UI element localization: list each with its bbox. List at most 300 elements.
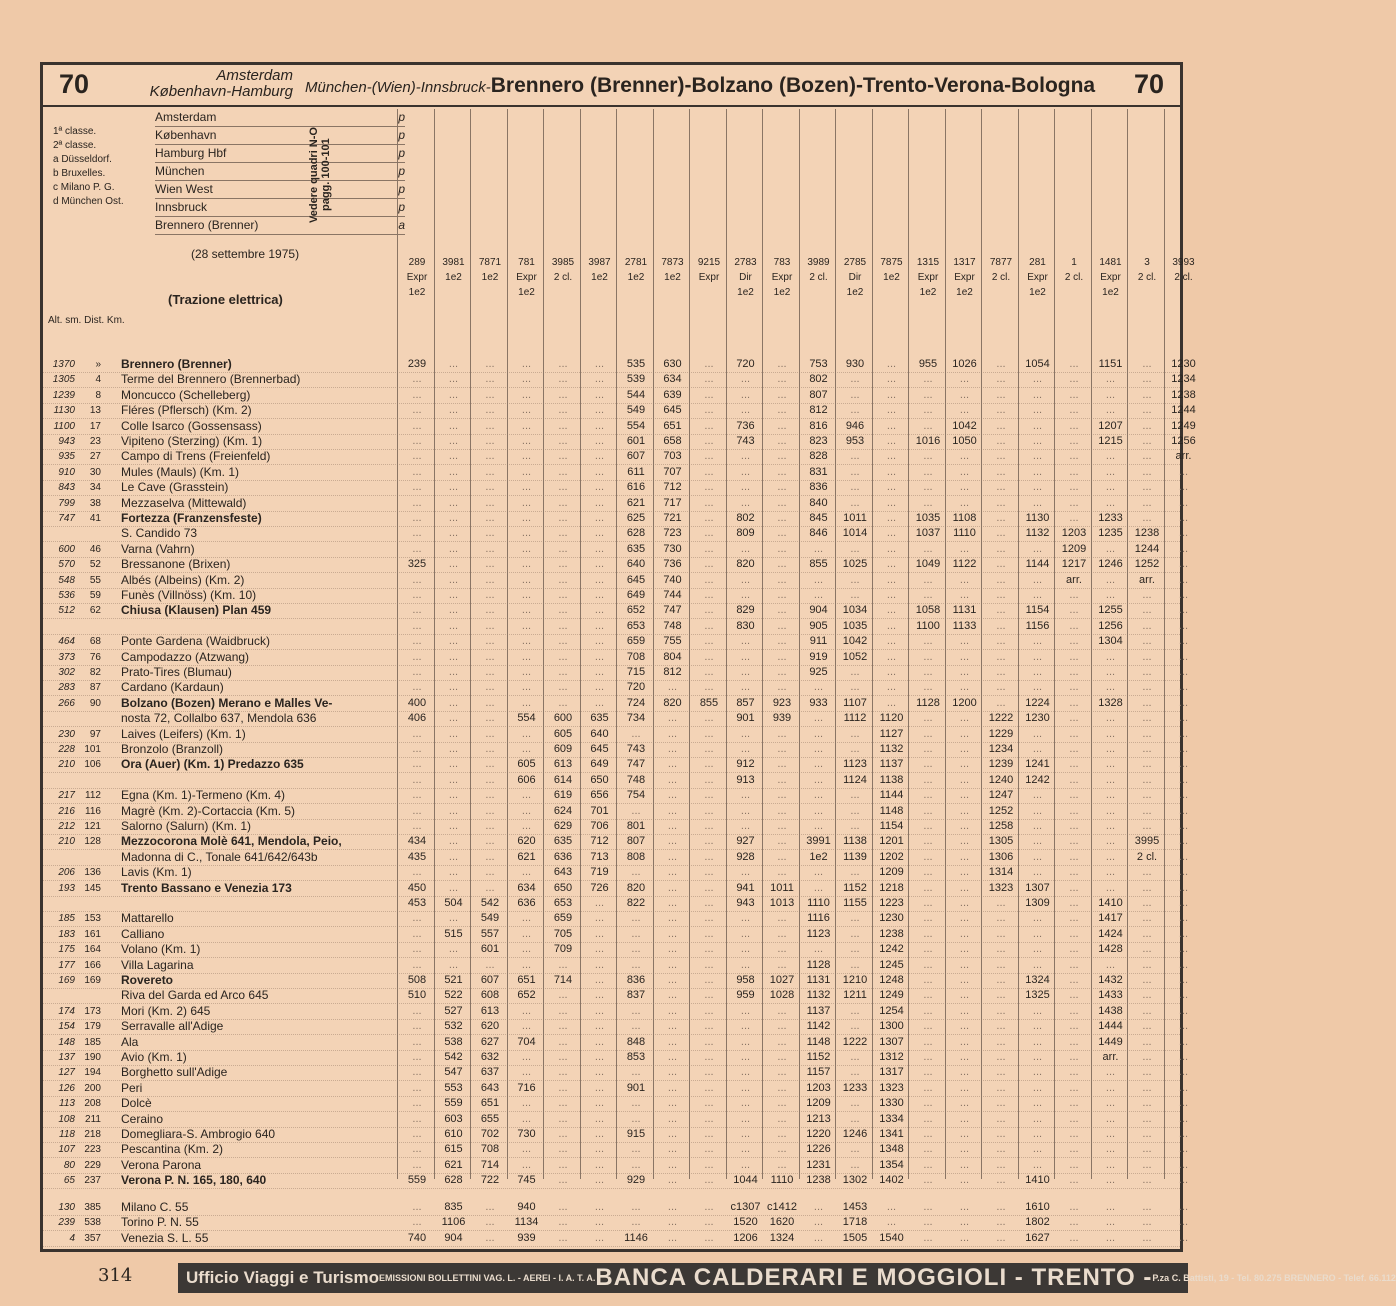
time-cell: ... <box>740 743 751 755</box>
time-cell: ... <box>1142 789 1152 802</box>
time-cell: ... <box>485 635 495 648</box>
time-cell: ... <box>996 388 1006 401</box>
table-number: 70 <box>59 69 90 99</box>
column-divider <box>507 109 508 1179</box>
time-cell: ... <box>959 1201 970 1213</box>
time-cell: ... <box>923 943 933 956</box>
station-row <box>43 1096 1189 1112</box>
time-cell: 702 <box>480 1128 500 1140</box>
time-cell: ... <box>1069 635 1079 648</box>
time-cell: ... <box>1178 1143 1189 1156</box>
column-divider <box>543 109 544 1179</box>
time-cell: ... <box>1142 1097 1152 1110</box>
time-cell: ... <box>521 1158 532 1171</box>
time-cell: ... <box>777 604 787 617</box>
time-cell: 706 <box>590 820 609 832</box>
time-cell: 653 <box>626 619 646 632</box>
station-km: 34 <box>89 482 101 494</box>
time-cell: ... <box>594 496 605 509</box>
station-row <box>43 711 1189 727</box>
time-cell: ... <box>412 527 422 540</box>
time-cell: ... <box>813 573 824 586</box>
time-cell: ... <box>850 1158 860 1171</box>
station-altitude: 127 <box>58 1067 75 1079</box>
time-cell: ... <box>1142 435 1152 447</box>
time-cell: ... <box>521 450 532 463</box>
time-cell: 1213 <box>806 1112 831 1125</box>
station-name: Salorno (Salurn) (Km. 1) <box>121 819 252 833</box>
time-cell: ... <box>667 1035 678 1048</box>
time-cell: ... <box>1178 465 1189 478</box>
time-cell: ... <box>667 804 678 817</box>
time-cell: ... <box>667 866 678 879</box>
time-cell: 1300 <box>879 1020 904 1033</box>
time-cell: ... <box>996 696 1006 709</box>
station-altitude: 216 <box>58 805 75 817</box>
time-cell: ... <box>777 512 787 524</box>
train-column-header <box>1019 255 1057 300</box>
time-cell: 1244 <box>1171 404 1196 417</box>
time-cell: ... <box>704 927 714 940</box>
time-cell: ... <box>704 1020 714 1033</box>
station-altitude: 212 <box>58 821 75 832</box>
time-cell: 1132 <box>879 743 904 755</box>
time-cell: ... <box>704 974 714 986</box>
advert-main: BANCA CALDERARI E MOGGIOLI - TRENTO - <box>595 1264 1153 1291</box>
time-cell: ... <box>850 866 860 879</box>
train-type: Dir <box>848 272 862 283</box>
time-cell: ... <box>485 373 495 386</box>
station-name: Bressanone (Brixen) <box>121 557 231 572</box>
time-cell: ... <box>1142 496 1152 509</box>
station-name: Milano C. 55 <box>121 1200 189 1214</box>
time-cell: ... <box>667 974 678 986</box>
station-row <box>43 1065 1189 1081</box>
station-altitude: 177 <box>58 959 75 971</box>
time-cell: ... <box>448 912 459 925</box>
time-cell: ... <box>886 435 897 447</box>
time-cell: 959 <box>736 989 755 1002</box>
time-cell: 911 <box>809 635 828 648</box>
time-cell: ... <box>886 465 897 478</box>
time-cell: ... <box>1178 1066 1189 1079</box>
time-cell: ... <box>996 465 1006 478</box>
time-cell: ... <box>1105 650 1116 663</box>
train-column-header <box>544 255 582 285</box>
time-cell: ... <box>1032 573 1043 586</box>
time-cell: ... <box>886 450 897 463</box>
train-type: Expr <box>917 272 939 283</box>
time-cell: 645 <box>663 404 682 417</box>
time-cell: ... <box>704 666 714 678</box>
time-cell: 1152 <box>806 1051 831 1063</box>
time-cell: ... <box>1142 604 1152 617</box>
time-cell: ... <box>1142 989 1152 1002</box>
time-cell: ... <box>850 1004 860 1017</box>
time-cell: ... <box>959 1231 970 1244</box>
time-cell: ... <box>813 712 824 725</box>
time-cell: ... <box>777 1051 787 1063</box>
station-km: 121 <box>84 821 101 832</box>
station-row <box>43 803 1189 820</box>
time-cell: arr. <box>1139 573 1155 586</box>
time-cell: ... <box>448 773 459 786</box>
station-km: 30 <box>89 466 101 478</box>
time-cell: ... <box>412 496 422 509</box>
time-cell: ... <box>1069 758 1079 771</box>
time-cell: ... <box>448 958 459 971</box>
train-class: 2 cl. <box>991 272 1011 283</box>
time-cell: ... <box>923 542 933 555</box>
station-altitude: 217 <box>58 790 75 802</box>
time-cell: ... <box>1178 650 1189 663</box>
time-cell: ... <box>448 804 459 817</box>
time-cell: 828 <box>809 450 828 463</box>
time-cell: 1110 <box>953 527 976 540</box>
time-cell: ... <box>485 558 495 571</box>
time-cell: ... <box>1032 1020 1043 1033</box>
time-cell: ... <box>558 989 568 1002</box>
time-cell: ... <box>923 727 933 740</box>
timetable-sheet <box>40 62 1196 1252</box>
station-km: 8 <box>95 389 101 401</box>
time-cell: ... <box>485 712 495 725</box>
time-cell: ... <box>631 1066 641 1079</box>
time-cell: 635 <box>553 835 573 848</box>
time-cell: 1116 <box>807 912 830 925</box>
station-row <box>43 572 1189 589</box>
time-cell: ... <box>1069 1143 1079 1156</box>
origin-flag: p <box>398 110 405 124</box>
time-cell: 1410 <box>1025 1174 1050 1187</box>
time-cell: ... <box>558 958 568 971</box>
time-cell: 1130 <box>1025 512 1050 524</box>
station-row <box>43 896 1189 912</box>
station-km: 59 <box>89 590 101 601</box>
time-cell: ... <box>959 1112 970 1125</box>
time-cell: ... <box>850 1143 860 1156</box>
train-type: Expr <box>698 272 720 283</box>
time-cell: ... <box>740 1004 751 1017</box>
time-cell: ... <box>850 465 860 478</box>
time-cell: ... <box>412 666 422 678</box>
time-cell: ... <box>1178 1128 1189 1140</box>
time-cell: ... <box>740 1158 751 1171</box>
time-cell: 1200 <box>952 696 977 709</box>
time-cell: ... <box>1069 465 1079 478</box>
time-cell: ... <box>923 465 933 478</box>
train-number: 1481 <box>1099 257 1122 268</box>
time-cell: ... <box>485 835 495 848</box>
time-cell: 708 <box>626 650 646 663</box>
time-cell: 1453 <box>842 1201 868 1213</box>
time-cell: ... <box>558 496 568 509</box>
time-cell: ... <box>740 1112 751 1125</box>
column-divider <box>580 109 581 1179</box>
time-cell: 723 <box>663 527 682 540</box>
station-km: 27 <box>89 451 101 463</box>
time-cell: ... <box>521 496 532 509</box>
station-name: Laives (Leifers) (Km. 1) <box>121 726 246 741</box>
time-cell: ... <box>1105 465 1116 478</box>
time-cell: 629 <box>553 820 573 832</box>
time-cell: 1230 <box>879 912 904 925</box>
time-cell: 1049 <box>915 558 941 571</box>
time-cell: 1226 <box>806 1143 831 1156</box>
time-cell: 1417 <box>1098 912 1123 925</box>
time-cell: ... <box>448 358 459 370</box>
time-cell: ... <box>485 666 495 678</box>
time-cell: ... <box>412 1066 422 1079</box>
time-cell: 649 <box>590 758 609 771</box>
time-cell: 1252 <box>1134 558 1160 571</box>
time-cell: ... <box>777 743 787 755</box>
time-cell: ... <box>485 758 495 771</box>
time-cell: ... <box>412 465 422 478</box>
time-cell: 1341 <box>879 1128 904 1140</box>
time-cell: ... <box>959 542 970 555</box>
time-cell: 621 <box>626 496 646 509</box>
time-cell: 1203 <box>806 1081 831 1094</box>
train-number: 3987 <box>588 257 611 268</box>
origin-flag: a <box>398 218 405 232</box>
time-cell: ... <box>412 1081 422 1094</box>
time-cell: 605 <box>553 727 573 740</box>
time-cell: 809 <box>736 527 755 540</box>
time-cell: ... <box>740 573 751 586</box>
time-cell: ... <box>923 1035 933 1048</box>
station-name: Rovereto <box>121 973 174 987</box>
time-cell: ... <box>558 696 568 709</box>
time-cell: ... <box>923 650 933 663</box>
time-cell: ... <box>667 1143 678 1156</box>
time-cell: 1157 <box>806 1066 831 1079</box>
time-cell: ... <box>412 743 422 755</box>
origin-flag: p <box>398 182 405 196</box>
time-cell: ... <box>631 958 641 971</box>
station-altitude: 935 <box>58 451 75 463</box>
time-cell: ... <box>777 481 787 494</box>
time-cell: ... <box>521 1112 532 1125</box>
time-cell: 939 <box>772 712 792 725</box>
time-cell: ... <box>959 743 970 755</box>
time-cell: ... <box>959 635 970 648</box>
station-row <box>43 742 1189 758</box>
time-cell: ... <box>704 681 714 694</box>
time-cell: ... <box>996 1158 1006 1171</box>
time-cell: ... <box>996 619 1006 632</box>
time-cell: ... <box>777 850 787 863</box>
time-cell: ... <box>886 419 897 432</box>
time-cell: ... <box>448 727 459 740</box>
time-cell: ... <box>558 1112 568 1125</box>
time-cell: 830 <box>736 619 755 632</box>
station-altitude: 512 <box>58 605 75 617</box>
time-cell: 1306 <box>988 850 1014 863</box>
time-cell: ... <box>1142 881 1152 894</box>
station-km: 190 <box>84 1052 101 1063</box>
time-cell: ... <box>1142 1051 1152 1063</box>
time-cell: 730 <box>663 542 682 555</box>
time-cell: ... <box>1105 1066 1116 1079</box>
time-cell: ... <box>1142 650 1152 663</box>
train-type: Expr <box>1100 272 1121 283</box>
time-cell: 928 <box>736 850 755 863</box>
time-cell: ... <box>1178 589 1189 601</box>
time-cell: ... <box>412 1112 422 1125</box>
time-cell: 652 <box>517 989 536 1002</box>
time-cell: ... <box>1069 773 1079 786</box>
time-cell: 712 <box>590 835 609 848</box>
time-cell: ... <box>1142 666 1152 678</box>
time-cell: ... <box>1032 912 1043 925</box>
time-cell: ... <box>923 912 933 925</box>
station-km: 385 <box>84 1202 101 1213</box>
time-cell: 611 <box>627 465 645 478</box>
time-cell: ... <box>412 804 422 817</box>
time-cell: ... <box>521 727 532 740</box>
time-cell: 1238 <box>1134 527 1160 540</box>
time-cell: 743 <box>736 435 755 447</box>
time-cell: 1138 <box>879 773 904 786</box>
time-cell: 901 <box>736 712 755 725</box>
time-cell: ... <box>704 358 714 370</box>
time-cell: ... <box>594 1051 605 1063</box>
time-cell: ... <box>1178 912 1189 925</box>
time-cell: ... <box>667 1231 678 1244</box>
time-cell: 724 <box>626 696 646 709</box>
time-cell: ... <box>1069 1035 1079 1048</box>
train-column-header <box>727 255 765 300</box>
station-altitude: 943 <box>58 436 75 447</box>
time-cell: ... <box>1178 897 1189 909</box>
time-cell: ... <box>594 542 605 555</box>
station-altitude: 108 <box>58 1113 75 1125</box>
see-also-note: Vedere quadri N-O pagg. 100-101 <box>308 127 332 223</box>
station-name: Volano (Km. 1) <box>121 942 201 957</box>
time-cell: 1307 <box>879 1035 904 1048</box>
train-column-header <box>508 255 546 300</box>
time-cell: ... <box>1105 542 1116 555</box>
legend-item: 1ª classe. <box>53 126 97 137</box>
time-cell: ... <box>850 1112 860 1125</box>
time-cell: ... <box>1032 1004 1043 1017</box>
time-cell: 912 <box>736 758 755 771</box>
time-cell: 1238 <box>806 1174 831 1187</box>
station-altitude: 266 <box>58 697 75 709</box>
time-cell: ... <box>704 1174 714 1187</box>
train-column-header <box>581 255 619 285</box>
time-cell: ... <box>777 419 787 432</box>
time-cell: 3991 <box>806 835 831 848</box>
column-divider <box>397 109 398 1179</box>
time-cell: 730 <box>517 1128 536 1140</box>
train-number: 1 <box>1071 257 1077 268</box>
time-cell: ... <box>704 558 714 571</box>
time-cell: 721 <box>663 512 682 524</box>
station-km: 46 <box>89 543 101 555</box>
time-cell: 1222 <box>842 1035 868 1048</box>
train-class: 2 cl. <box>1174 272 1193 283</box>
station-altitude: 169 <box>58 975 75 986</box>
time-cell: ... <box>959 404 970 417</box>
time-cell: 554 <box>626 419 646 432</box>
time-cell: ... <box>1032 666 1043 678</box>
time-cell: ... <box>1069 1004 1079 1017</box>
time-cell: ... <box>813 681 824 694</box>
time-cell: ... <box>521 435 532 447</box>
station-row <box>43 665 1189 681</box>
time-cell: ... <box>667 912 678 925</box>
time-cell: ... <box>923 666 933 678</box>
time-cell: ... <box>594 1201 605 1213</box>
time-cell: ... <box>740 496 751 509</box>
time-cell: ... <box>558 1216 568 1229</box>
column-divider <box>1127 109 1128 1179</box>
train-class: 1e2 <box>408 287 426 298</box>
station-name: Ponte Gardena (Waidbruck) <box>121 634 270 649</box>
time-cell: ... <box>1142 404 1152 417</box>
time-cell: ... <box>594 450 605 463</box>
time-cell: ... <box>850 589 860 601</box>
time-cell: ... <box>594 1020 605 1033</box>
time-cell: 1220 <box>806 1128 831 1140</box>
station-row <box>43 387 1196 404</box>
time-cell: 652 <box>626 604 646 617</box>
time-cell: 639 <box>663 388 682 401</box>
time-cell: ... <box>1178 681 1189 694</box>
time-cell: ... <box>1032 727 1043 740</box>
station-name: Borghetto sull'Adige <box>121 1065 228 1080</box>
time-cell: 704 <box>517 1035 536 1048</box>
time-cell: ... <box>667 712 678 725</box>
time-cell: ... <box>740 1066 751 1079</box>
time-cell: ... <box>521 404 532 417</box>
time-cell: ... <box>959 897 970 909</box>
station-row <box>43 757 1189 773</box>
route-prefix: München-(Wien)-Innsbruck- <box>305 79 491 96</box>
time-cell: ... <box>1178 496 1189 509</box>
time-cell: 535 <box>626 358 646 370</box>
time-cell: 940 <box>517 1201 536 1213</box>
station-km: 357 <box>84 1232 101 1244</box>
time-cell: ... <box>1105 1143 1116 1156</box>
time-cell: ... <box>886 650 897 663</box>
time-cell: ... <box>704 512 714 524</box>
time-cell: ... <box>594 681 605 694</box>
time-cell: 831 <box>809 465 828 478</box>
route-main: Brennero (Brenner)-Bolzano (Bozen)-Trento-Verona-Bologna <box>490 74 1096 97</box>
time-cell: ... <box>959 1035 970 1048</box>
time-cell: ... <box>777 1035 787 1048</box>
time-cell: 1305 <box>988 835 1014 848</box>
advert-left: Ufficio Viaggi e Turismo <box>186 1268 380 1287</box>
alt-dist-labels <box>48 315 125 326</box>
train-number: 9215 <box>697 257 721 268</box>
train-number: 3989 <box>807 257 830 268</box>
time-cell: ... <box>631 1201 641 1213</box>
time-cell: ... <box>1178 1112 1189 1125</box>
time-cell: ... <box>667 1112 678 1125</box>
time-cell: ... <box>996 1004 1006 1017</box>
time-cell: ... <box>740 866 751 879</box>
station-km: 173 <box>84 1005 101 1017</box>
time-cell: ... <box>704 1004 714 1017</box>
time-cell: ... <box>850 573 860 586</box>
time-cell: ... <box>996 650 1006 663</box>
time-cell: 1016 <box>915 435 941 447</box>
station-row <box>43 1111 1189 1128</box>
